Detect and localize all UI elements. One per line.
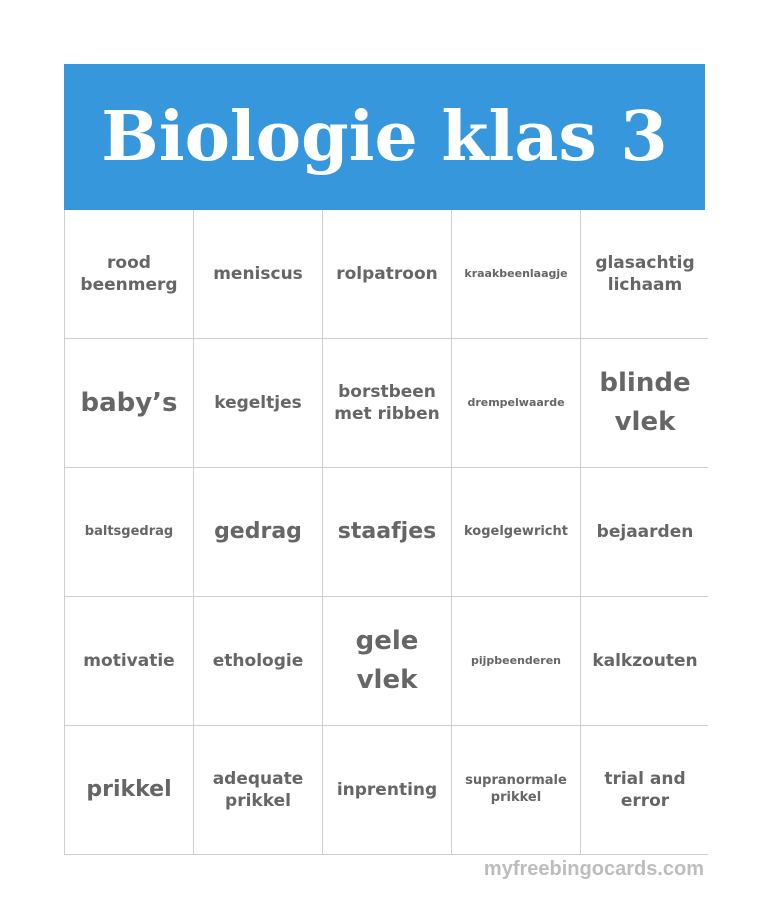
bingo-cell: glasachtig lichaam (581, 210, 709, 338)
site-watermark: myfreebingocards.com (483, 858, 704, 880)
bingo-cell: kogelgewricht (452, 468, 580, 596)
bingo-cell: motivatie (65, 597, 193, 725)
bingo-grid (64, 210, 708, 855)
bingo-cell: bejaarden (581, 468, 709, 596)
bingo-cell: rolpatroon (323, 210, 451, 338)
bingo-cell: adequate prikkel (194, 726, 322, 854)
card-title: Biologie klas 3 (101, 97, 668, 177)
bingo-cell: rood beenmerg (65, 210, 193, 338)
bingo-cell: supranormale prikkel (452, 726, 580, 854)
bingo-cell: borstbeen met ribben (323, 339, 451, 467)
bingo-cell: staafjes (323, 468, 451, 596)
bingo-cell: baby’s (65, 339, 193, 467)
bingo-cell: inprenting (323, 726, 451, 854)
bingo-card (64, 64, 705, 855)
bingo-cell: gedrag (194, 468, 322, 596)
bingo-cell: meniscus (194, 210, 322, 338)
bingo-cell: gele vlek (323, 597, 451, 725)
bingo-cell: trial and error (581, 726, 709, 854)
bingo-cell: kraakbeenlaagje (452, 210, 580, 338)
bingo-cell: prikkel (65, 726, 193, 854)
bingo-cell: baltsgedrag (65, 468, 193, 596)
card-header (64, 64, 705, 210)
bingo-cell: kalkzouten (581, 597, 709, 725)
bingo-cell: kegeltjes (194, 339, 322, 467)
bingo-cell: pijpbeenderen (452, 597, 580, 725)
bingo-cell: drempelwaarde (452, 339, 580, 467)
bingo-cell: ethologie (194, 597, 322, 725)
bingo-cell: blinde vlek (581, 339, 709, 467)
